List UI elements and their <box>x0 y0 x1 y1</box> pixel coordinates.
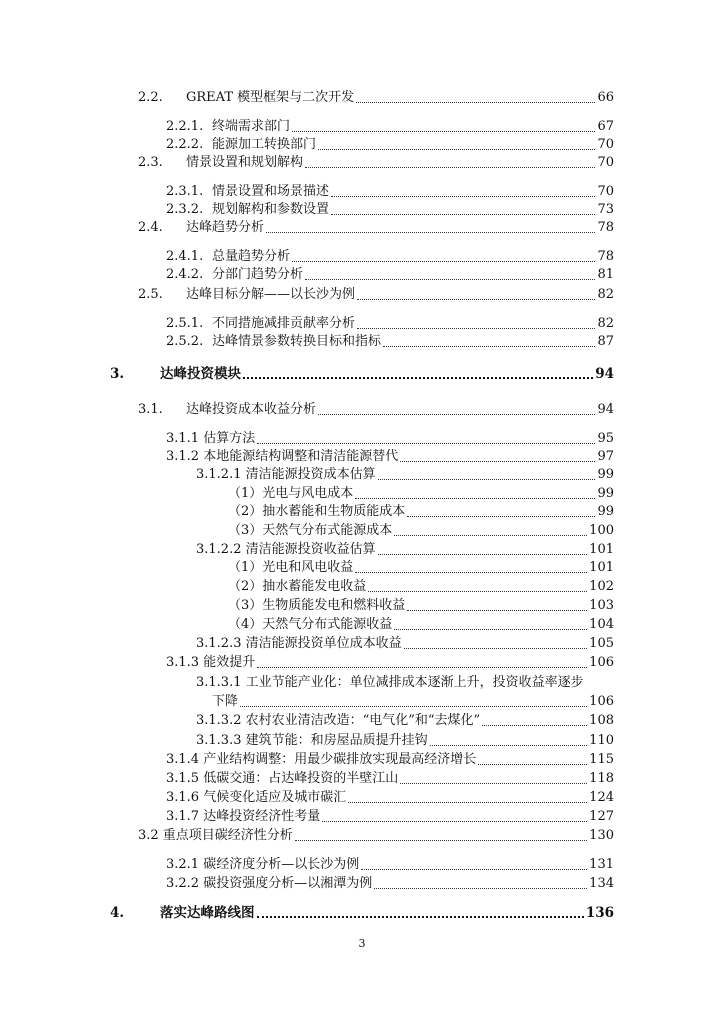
toc-number: 4. <box>110 905 125 921</box>
toc-entry-wrapped-title[interactable]: 3.1.3.1 工业节能产业化：单位减排成本逐渐上升，投资收益率逐步 <box>196 675 584 690</box>
toc-entry[interactable] <box>166 184 614 200</box>
toc-entry[interactable] <box>138 90 614 106</box>
toc-page: 102 <box>589 579 614 594</box>
toc-number: 3. <box>110 366 125 382</box>
toc-page: 73 <box>597 202 614 217</box>
toc-page: 97 <box>597 449 614 464</box>
toc-leader <box>348 801 587 803</box>
toc-leader <box>404 647 588 649</box>
toc-entry[interactable] <box>166 876 614 892</box>
toc-entry[interactable] <box>166 809 614 825</box>
toc-leader <box>482 724 587 726</box>
toc-page: 106 <box>589 694 614 709</box>
toc-leader <box>331 213 595 215</box>
toc-number: 2.2.2. <box>166 137 204 152</box>
toc-title: 3.1.2 本地能源结构调整和清洁能源替代 <box>166 449 399 464</box>
toc-leader <box>357 327 595 329</box>
toc-page: 110 <box>589 733 614 748</box>
toc-leader <box>292 260 595 262</box>
toc-leader <box>305 166 595 168</box>
toc-leader <box>361 868 587 870</box>
toc-page: 101 <box>589 542 614 557</box>
toc-title: 3.1.4 产业结构调整：用最少碳排放实现最高经济增长 <box>166 752 477 767</box>
toc-title: 达峰目标分解——以长沙为例 <box>186 287 356 302</box>
toc-page: 81 <box>597 267 614 282</box>
toc-entry[interactable] <box>166 752 614 768</box>
toc-number: 3.1. <box>138 402 163 417</box>
toc-page: 99 <box>597 486 614 501</box>
toc-page: 99 <box>597 467 614 482</box>
toc-number: 2.3.2. <box>166 202 204 217</box>
toc-leader <box>257 915 584 918</box>
toc-page: 131 <box>589 857 614 872</box>
toc-page: 66 <box>597 90 614 105</box>
toc-title: 3.1.2.2 清洁能源投资收益估算 <box>196 542 376 557</box>
toc-leader <box>478 763 587 765</box>
toc-entry[interactable] <box>138 828 614 844</box>
toc-entry[interactable] <box>138 155 614 171</box>
toc-leader <box>368 590 587 592</box>
toc-entry[interactable] <box>228 560 614 576</box>
toc-number: 2.5. <box>138 287 163 302</box>
toc-title: 达峰投资模块 <box>160 366 241 382</box>
toc-title: （2）抽水蓄能发电收益 <box>228 579 367 594</box>
toc-leader <box>378 553 588 555</box>
toc-entry[interactable] <box>228 617 614 633</box>
toc-title: 不同措施减排贡献率分析 <box>212 316 356 331</box>
toc-entry[interactable] <box>228 579 614 595</box>
toc-leader <box>355 497 595 499</box>
toc-entry[interactable] <box>196 733 614 749</box>
toc-page: 87 <box>597 334 614 349</box>
toc-page: 124 <box>589 790 614 805</box>
toc-page: 100 <box>589 523 614 538</box>
toc-page: 70 <box>597 184 614 199</box>
toc-page: 67 <box>597 119 614 134</box>
toc-entry[interactable] <box>166 316 614 332</box>
toc-entry[interactable] <box>166 790 614 806</box>
toc-title: 3.2.1 碳经济度分析—以长沙为例 <box>166 857 360 872</box>
toc-title: 下降 <box>212 694 239 709</box>
toc-page: 78 <box>597 220 614 235</box>
toc-page: 94 <box>597 402 614 417</box>
toc-entry[interactable] <box>166 334 614 350</box>
toc-leader <box>331 195 595 197</box>
toc-leader <box>357 298 595 300</box>
toc-page: 101 <box>589 560 614 575</box>
toc-title: 达峰趋势分析 <box>186 220 265 235</box>
toc-page: 127 <box>589 809 614 824</box>
toc-leader <box>378 478 596 480</box>
toc-title: （1）光电和风电收益 <box>228 560 354 575</box>
toc-number: 2.3.1. <box>166 184 204 199</box>
page-number: 3 <box>358 937 366 950</box>
toc-leader <box>430 744 588 746</box>
toc-number: 2.2.1. <box>166 119 204 134</box>
toc-title: 3.1.1 估算方法 <box>166 431 256 446</box>
toc-entry[interactable] <box>212 694 614 710</box>
toc-leader <box>356 101 595 103</box>
toc-entry[interactable] <box>166 655 614 671</box>
toc-leader <box>394 628 587 630</box>
toc-leader <box>374 887 587 889</box>
toc-entry[interactable] <box>196 713 614 729</box>
toc-page: 70 <box>597 155 614 170</box>
toc-page: 106 <box>589 655 614 670</box>
toc-number: 2.2. <box>138 90 163 105</box>
toc-title: 3.1.5 低碳交通：占达峰投资的半壁江山 <box>166 771 399 786</box>
toc-title: 3.1.3.2 农村农业清洁改造：“电气化”和“去煤化” <box>196 713 481 728</box>
toc-leader <box>318 413 595 415</box>
toc-number: 2.4.2. <box>166 267 204 282</box>
toc-page: 78 <box>597 249 614 264</box>
toc-entry[interactable] <box>228 486 614 502</box>
toc-leader <box>322 820 587 822</box>
toc-page: 105 <box>589 636 614 651</box>
toc-title: 情景设置和规划解构 <box>186 155 304 170</box>
toc-leader <box>292 130 595 132</box>
toc-title: 3.1.3 能效提升 <box>166 655 256 670</box>
toc-entry[interactable] <box>138 287 614 303</box>
toc-page: 134 <box>589 876 614 891</box>
toc-entry[interactable] <box>166 119 614 135</box>
toc-page: 99 <box>597 504 614 519</box>
toc-leader <box>394 534 587 536</box>
toc-page: 118 <box>589 771 614 786</box>
toc-number: 2.4.1. <box>166 249 204 264</box>
toc-title: 3.1.7 达峰投资经济性考量 <box>166 809 321 824</box>
toc-title: 3.2.2 碳投资强度分析—以湘潭为例 <box>166 876 373 891</box>
toc-entry[interactable] <box>166 267 614 283</box>
toc-title: 规划解构和参数设置 <box>212 202 330 217</box>
toc-entry-chapter[interactable] <box>110 366 614 382</box>
toc-entry[interactable] <box>228 523 614 539</box>
toc-number: 2.5.1. <box>166 316 204 331</box>
toc-entry[interactable] <box>196 542 614 558</box>
toc-leader <box>400 782 587 784</box>
toc-page: 82 <box>597 316 614 331</box>
toc-title: 达峰投资成本收益分析 <box>186 402 317 417</box>
toc-page: 115 <box>589 752 614 767</box>
toc-entry[interactable] <box>196 636 614 652</box>
toc-page: 94 <box>595 366 614 382</box>
toc-title: 分部门趋势分析 <box>212 267 304 282</box>
toc-entry[interactable] <box>166 857 614 873</box>
toc-leader <box>318 148 595 150</box>
toc-title: （2）抽水蓄能和生物质能成本 <box>228 504 406 519</box>
toc-title: 总量趋势分析 <box>212 249 291 264</box>
toc-title: 落实达峰路线图 <box>160 905 255 921</box>
toc-entry[interactable] <box>166 431 614 447</box>
toc-title: （3）生物质能发电和燃料收益 <box>228 598 406 613</box>
toc-title: 达峰情景参数转换目标和指标 <box>212 334 382 349</box>
toc-page: 108 <box>589 713 614 728</box>
toc-entry[interactable] <box>166 771 614 787</box>
toc-entry[interactable] <box>138 402 614 418</box>
toc-title: 情景设置和场景描述 <box>212 184 330 199</box>
toc-leader <box>257 442 595 444</box>
toc-leader <box>243 376 593 379</box>
toc-title: 3.1.3.3 建筑节能：和房屋品质提升挂钩 <box>196 733 428 748</box>
toc-number: 2.5.2. <box>166 334 204 349</box>
toc-entry-chapter[interactable] <box>110 905 614 921</box>
toc-leader <box>305 278 595 280</box>
toc-title: 3.1.2.3 清洁能源投资单位成本收益 <box>196 636 402 651</box>
toc-title: （3）天然气分布式能源成本 <box>228 523 393 538</box>
toc-title: 3.1.6 气候变化适应及城市碳汇 <box>166 790 347 805</box>
toc-page: 103 <box>589 598 614 613</box>
toc-title: GREAT 模型框架与二次开发 <box>186 90 355 105</box>
toc-title: 3.2 重点项目碳经济性分析 <box>138 828 293 843</box>
toc-leader <box>383 345 595 347</box>
toc-title: 能源加工转换部门 <box>212 137 317 152</box>
toc-entry[interactable] <box>228 504 614 520</box>
toc-page: 70 <box>597 137 614 152</box>
toc-leader <box>400 460 595 462</box>
toc-title: （1）光电与风电成本 <box>228 486 354 501</box>
toc-title: （4）天然气分布式能源收益 <box>228 617 393 632</box>
toc-entry[interactable] <box>166 449 614 465</box>
toc-entry[interactable] <box>166 202 614 218</box>
toc-leader <box>407 515 595 517</box>
toc-page: 82 <box>597 287 614 302</box>
toc-entry[interactable] <box>228 598 614 614</box>
toc-page: 130 <box>589 828 614 843</box>
toc-entry[interactable] <box>196 467 614 483</box>
toc-entry[interactable] <box>166 137 614 153</box>
toc-number: 2.4. <box>138 220 163 235</box>
toc-title: 3.1.2.1 清洁能源投资成本估算 <box>196 467 376 482</box>
toc-leader <box>355 571 587 573</box>
toc-page: 136 <box>585 905 614 921</box>
toc-number: 2.3. <box>138 155 163 170</box>
toc-leader <box>257 666 587 668</box>
toc-entry[interactable] <box>166 249 614 265</box>
toc-title: 终端需求部门 <box>212 119 291 134</box>
toc-leader <box>240 705 587 707</box>
toc-leader <box>407 609 587 611</box>
toc-entry[interactable] <box>138 220 614 236</box>
toc-leader <box>266 231 595 233</box>
toc-page: 95 <box>597 431 614 446</box>
toc-leader <box>295 839 587 841</box>
toc-page: 104 <box>589 617 614 632</box>
